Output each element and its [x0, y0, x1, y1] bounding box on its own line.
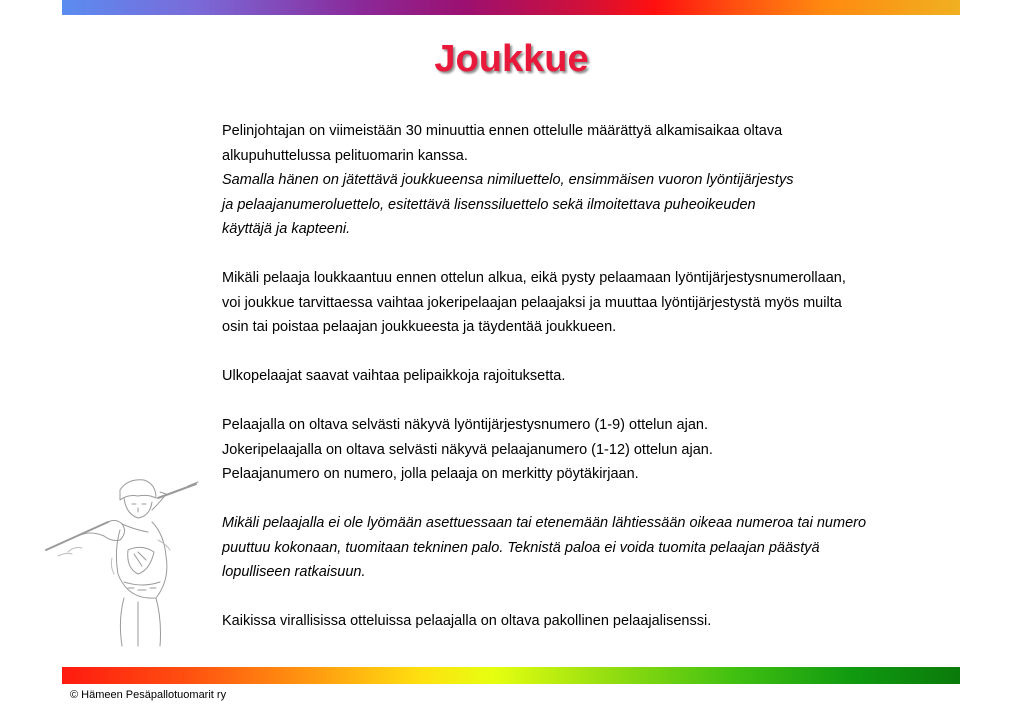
body-line: Mikäli pelaajalla ei ole lyömään asettuessaan tai etenemään lähtiessään oikeaa numeroa tai numero — [222, 515, 867, 531]
body-line: Kaikissa virallisissa otteluissa pelaajalla on oltava pakollinen pelaajalisenssi. — [222, 613, 712, 629]
body-line: Jokeripelaajalla on oltava selvästi näkyvä pelaajanumero (1-12) ottelun ajan. — [222, 441, 713, 458]
body-line: Ulkopelaajat saavat vaihtaa pelipaikkoja rajoituksetta. — [222, 368, 566, 384]
body-line: puuttuu kokonaan, tuomitaan tekninen palo. Teknistä paloa ei voida tuomita pelaajan päästyä — [222, 539, 820, 556]
slide-title: Joukkue — [434, 38, 589, 80]
body-line: Pelinjohtajan on viimeistään 30 minuuttia ennen ottelulle määrättyä alkamisaikaa oltava — [222, 123, 783, 139]
body-line: käyttäjä ja kapteeni. — [222, 221, 351, 237]
slide-body — [222, 119, 942, 634]
body-line: alkupuhuttelussa pelituomarin kanssa. — [222, 147, 468, 164]
body-line: Samalla hänen on jätettävä joukkueensa nimiluettelo, ensimmäisen vuoron lyöntijärjestys — [222, 172, 794, 188]
body-line: voi joukkue tarvittaessa vaihtaa jokeripelaajan pelaajaksi ja muuttaa lyöntijärjestystä myös muilta — [222, 294, 842, 311]
body-line: lopulliseen ratkaisuun. — [222, 564, 366, 580]
body-line: Pelaajanumero on numero, jolla pelaaja on merkitty pöytäkirjaan. — [222, 466, 639, 482]
body-line: ja pelaajanumeroluettelo, esitettävä lisenssiluettelo sekä ilmoitettava puheoikeuden — [222, 196, 756, 213]
bottom-color-bar — [62, 667, 960, 684]
top-color-bar — [62, 0, 960, 15]
body-line: Mikäli pelaaja loukkaantuu ennen ottelun alkua, eikä pysty pelaamaan lyöntijärjestysnumerollaan, — [222, 270, 846, 286]
batter-sketch-icon — [38, 470, 200, 648]
footer-copyright: © Hämeen Pesäpallotuomarit ry — [70, 689, 227, 701]
body-line: Pelaajalla on oltava selvästi näkyvä lyöntijärjestysnumero (1-9) ottelun ajan. — [222, 417, 709, 433]
body-line: osin tai poistaa pelaajan joukkueesta ja täydentää joukkueen. — [222, 319, 617, 335]
